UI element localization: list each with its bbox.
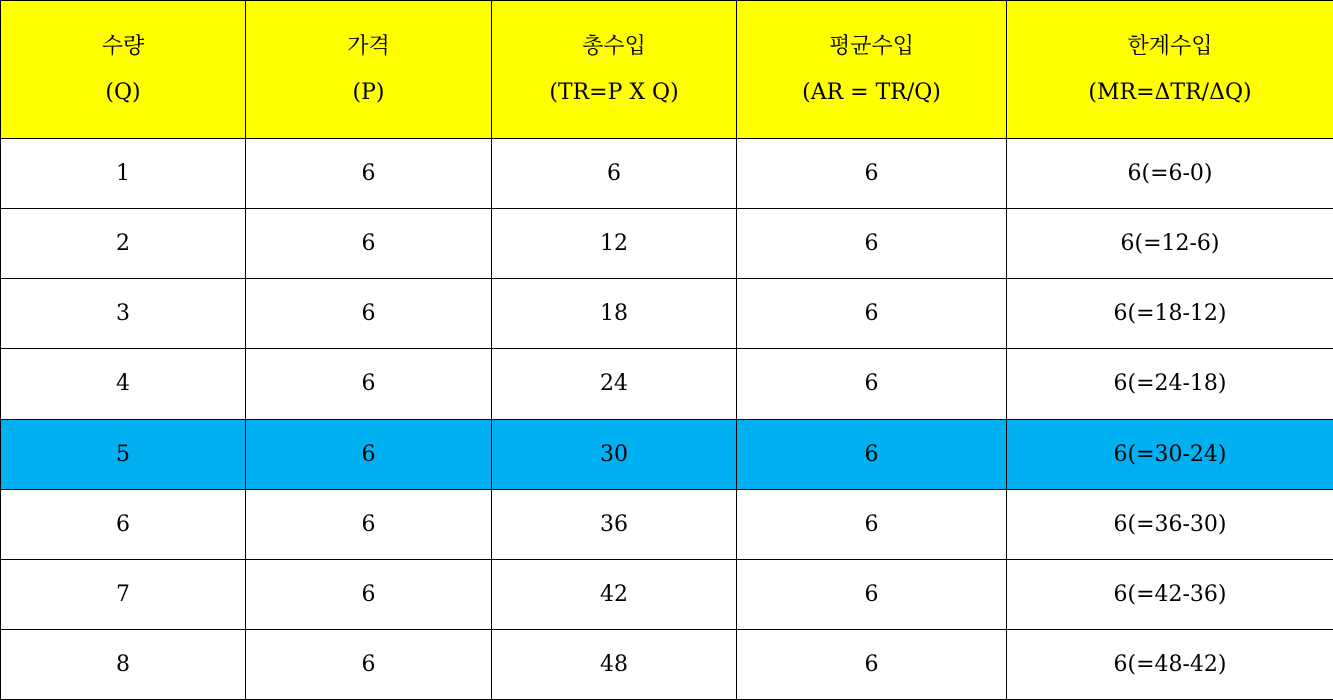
cell-total-revenue: 24 [492,349,737,419]
cell-average-revenue: 6 [737,139,1007,209]
table-row [1,489,1333,559]
cell-total-revenue: 6 [492,139,737,209]
header-average-revenue [737,1,1007,139]
table-row [1,139,1333,209]
cell-price: 6 [246,139,492,209]
cell-price: 6 [246,559,492,629]
header-symbol: (Q) [105,79,141,105]
header-name: 총수입 [582,33,646,59]
header-price [246,1,492,139]
header-symbol: (MR=ΔTR/ΔQ) [1088,79,1252,105]
table-row [1,629,1333,699]
cell-average-revenue: 6 [737,489,1007,559]
cell-average-revenue: 6 [737,279,1007,349]
table-row [1,279,1333,349]
cell-price: 6 [246,629,492,699]
cell-total-revenue: 42 [492,559,737,629]
cell-marginal-revenue: 6(=48-42) [1007,629,1333,699]
cell-total-revenue: 30 [492,419,737,489]
cell-quantity: 5 [1,419,246,489]
cell-price: 6 [246,349,492,419]
cell-total-revenue: 48 [492,629,737,699]
cell-quantity: 4 [1,349,246,419]
header-quantity [1,1,246,139]
cell-marginal-revenue: 6(=30-24) [1007,419,1333,489]
cell-marginal-revenue: 6(=12-6) [1007,209,1333,279]
cell-average-revenue: 6 [737,629,1007,699]
cell-marginal-revenue: 6(=42-36) [1007,559,1333,629]
cell-total-revenue: 36 [492,489,737,559]
header-total-revenue [492,1,737,139]
cell-average-revenue: 6 [737,559,1007,629]
cell-quantity: 8 [1,629,246,699]
cell-quantity: 2 [1,209,246,279]
cell-price: 6 [246,279,492,349]
cell-average-revenue: 6 [737,349,1007,419]
header-row [1,1,1333,139]
table-row [1,209,1333,279]
cell-quantity: 1 [1,139,246,209]
cell-price: 6 [246,419,492,489]
header-marginal-revenue [1007,1,1333,139]
cell-marginal-revenue: 6(=36-30) [1007,489,1333,559]
cell-price: 6 [246,209,492,279]
header-name: 가격 [347,33,390,59]
table-row [1,559,1333,629]
header-name: 수량 [101,33,145,59]
header-symbol: (TR=P X Q) [549,79,679,105]
cell-marginal-revenue: 6(=24-18) [1007,349,1333,419]
header-symbol: (P) [352,79,385,105]
table-row [1,349,1333,419]
cell-marginal-revenue: 6(=6-0) [1007,139,1333,209]
cell-total-revenue: 12 [492,209,737,279]
cell-price: 6 [246,489,492,559]
cell-marginal-revenue: 6(=18-12) [1007,279,1333,349]
cell-quantity: 6 [1,489,246,559]
header-name: 평균수입 [828,33,914,59]
header-name: 한계수입 [1127,33,1213,59]
cell-total-revenue: 18 [492,279,737,349]
header-symbol: (AR = TR/Q) [802,79,941,105]
cell-quantity: 7 [1,559,246,629]
table-row-highlighted [1,419,1333,489]
cell-average-revenue: 6 [737,209,1007,279]
cell-quantity: 3 [1,279,246,349]
cell-average-revenue: 6 [737,419,1007,489]
